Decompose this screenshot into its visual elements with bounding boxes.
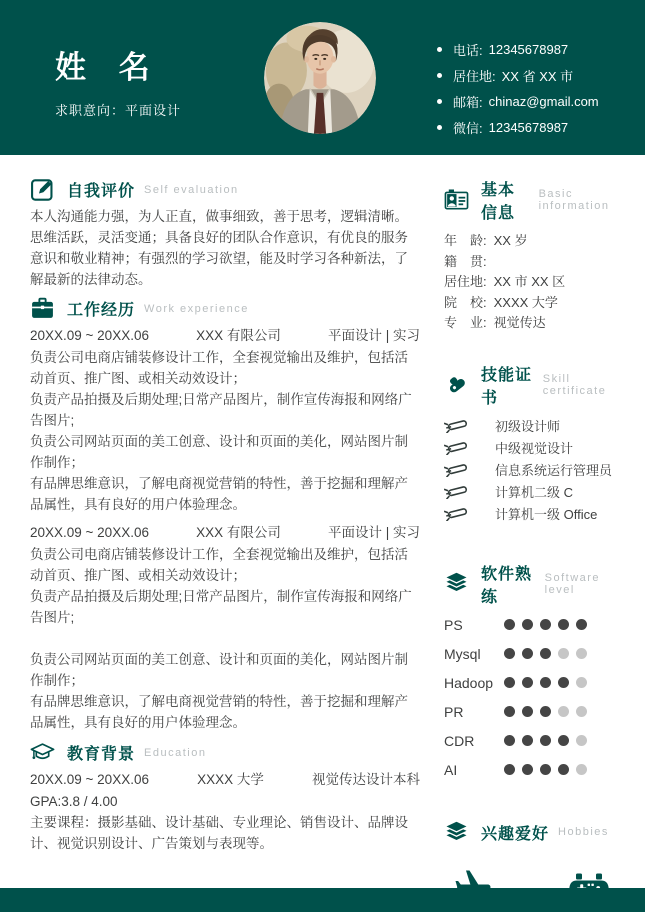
certificate-list xyxy=(444,418,617,521)
software-row: PS xyxy=(444,619,617,631)
section-title: 兴趣爱好 xyxy=(481,825,550,843)
work-entry-header xyxy=(30,325,420,347)
section-header xyxy=(444,362,617,408)
education-school: XXXX 大学 xyxy=(197,772,264,787)
job-intention: 求职意向：平面设计 xyxy=(55,103,182,118)
right-column xyxy=(444,177,617,909)
bullet-icon xyxy=(437,125,442,130)
work-paragraph: 有品牌思维意识，了解电商视觉营销的特性，善于挖掘和理解产品属性，具有良好的用户体验理念。 xyxy=(30,476,408,512)
section-software xyxy=(444,561,617,776)
contact-wechat: 微信: 12345678987 xyxy=(437,114,599,140)
section-title: 基本信息 xyxy=(481,182,516,222)
section-subtitle: Skill certificate xyxy=(542,372,607,397)
education-courses: 主要课程：摄影基础、设计基础、专业理论、销售设计、品牌设计、视觉识别设计、广告策划与表现等。 xyxy=(30,815,408,851)
skill-level-dots xyxy=(504,706,594,717)
work-entry xyxy=(30,522,420,733)
section-subtitle: Software level xyxy=(544,571,601,596)
info-row-residence: 居住地: XX 市 XX 区 xyxy=(444,274,566,289)
section-subtitle: Basic information xyxy=(538,188,610,212)
certificate-item: 中级视觉设计 xyxy=(444,440,617,455)
work-paragraph: 有品牌思维意识，了解电商视觉营销的特性，善于挖掘和理解产品属性，具有良好的用户体验理念。 xyxy=(30,694,408,730)
education-gpa: GPA:3.8 / 4.00 xyxy=(30,794,118,809)
section-subtitle: Hobbies xyxy=(558,826,609,838)
work-role: 平面设计 | 实习 xyxy=(327,525,420,540)
diploma-icon xyxy=(444,440,471,455)
bullet-icon xyxy=(437,47,442,52)
diploma-icon xyxy=(444,506,471,521)
work-period: 20XX.09 ~ 20XX.06 xyxy=(30,328,149,343)
work-entry-header xyxy=(30,522,420,544)
certificate-item: 计算机一级 Office xyxy=(444,506,617,521)
work-paragraph: 负责产品拍摄及后期处理;日常产品图片，制作宣传海报和网络广告图片; xyxy=(30,392,412,428)
bullet-icon xyxy=(437,73,442,78)
contact-list xyxy=(437,36,599,140)
info-row-school: 院 校: XXXX 大学 xyxy=(444,294,558,310)
info-row-origin: 籍 贯: xyxy=(444,253,487,269)
work-company: XXX 有限公司 xyxy=(196,328,281,343)
work-paragraph: 负责公司网站页面的美工创意、设计和页面的美化，网站图片制作制作； xyxy=(30,652,408,688)
body-columns xyxy=(0,155,645,909)
section-title: 自我评价 xyxy=(67,183,136,200)
certificate-item: 计算机二级 C xyxy=(444,484,617,499)
work-paragraph: 负责公司电商店铺装修设计工作，全套视觉输出及维护，包括活动首页、推广图、或相关动效设计； xyxy=(30,547,408,583)
contact-residence: 居住地: XX 省 XX 市 xyxy=(437,62,599,88)
section-header xyxy=(30,296,420,321)
work-paragraph: 负责公司电商店铺装修设计工作，全套视觉输出及维护，包括活动首页、推广图、或相关动效设计； xyxy=(30,350,408,386)
section-certificates xyxy=(444,362,617,521)
section-header xyxy=(444,561,617,607)
section-header xyxy=(30,177,420,202)
diploma-icon xyxy=(444,484,471,499)
section-subtitle: Education xyxy=(144,746,207,759)
work-role: 平面设计 | 实习 xyxy=(327,328,420,343)
education-header xyxy=(30,769,420,791)
avatar xyxy=(264,22,376,134)
work-paragraph: 负责产品拍摄及后期处理;日常产品图片，制作宣传海报和网络广告图片; xyxy=(30,589,412,625)
info-row-major: 专 业: 视觉传达 xyxy=(444,315,546,330)
self-evaluation-text: 本人沟通能力强，为人正直，做事细致，善于思考，逻辑清晰。思维活跃，灵活变通；具备良好的团队合作意识，有优良的服务意识和敬业精神；有强烈的学习欲望，能及时学习各种新法，了解最新的法律动态。 xyxy=(30,209,408,287)
footer-bar xyxy=(0,888,645,912)
software-row: AI xyxy=(444,764,617,776)
section-header xyxy=(30,740,420,765)
software-row: PR xyxy=(444,706,617,718)
section-basic-info xyxy=(444,177,617,334)
certificate-item: 信息系统运行管理员 xyxy=(444,462,617,477)
certificate-item: 初级设计师 xyxy=(444,418,617,433)
skill-level-dots xyxy=(504,764,594,775)
header xyxy=(0,0,645,155)
section-work-experience xyxy=(30,296,420,733)
section-title: 工作经历 xyxy=(67,302,136,319)
software-row: Hadoop xyxy=(444,677,617,689)
work-period: 20XX.09 ~ 20XX.06 xyxy=(30,525,149,540)
stamp-icon xyxy=(444,372,469,397)
section-title: 软件熟练 xyxy=(481,565,533,606)
layers-icon xyxy=(444,571,469,596)
graduation-cap-icon xyxy=(30,740,55,765)
software-list xyxy=(444,616,617,778)
section-subtitle: Self evaluation xyxy=(144,183,239,196)
pencil-square-icon xyxy=(30,177,55,202)
briefcase-icon xyxy=(30,296,55,321)
section-header xyxy=(444,820,617,845)
skill-level-dots xyxy=(504,648,594,659)
contact-phone: 电话: 12345678987 xyxy=(437,36,599,62)
section-education xyxy=(30,740,420,854)
diploma-icon xyxy=(444,418,471,433)
education-period: 20XX.09 ~ 20XX.06 xyxy=(30,772,149,787)
section-subtitle: Work experience xyxy=(144,302,249,315)
work-company: XXX 有限公司 xyxy=(196,525,281,540)
section-title: 技能证书 xyxy=(481,366,533,407)
section-self-evaluation xyxy=(30,177,420,290)
id-card-icon xyxy=(444,188,469,213)
work-paragraph: 负责公司网站页面的美工创意、设计和页面的美化，网站图片制作制作； xyxy=(30,434,408,470)
section-title: 教育背景 xyxy=(67,746,136,763)
skill-level-dots xyxy=(504,619,594,630)
basic-info-list xyxy=(444,231,617,334)
skill-level-dots xyxy=(504,677,594,688)
info-row-age: 年 龄: XX 岁 xyxy=(444,233,528,248)
diploma-icon xyxy=(444,462,471,477)
skill-level-dots xyxy=(504,735,594,746)
software-row: Mysql xyxy=(444,648,617,660)
left-column xyxy=(30,177,420,909)
layers-icon xyxy=(444,820,469,845)
candidate-name: 姓 名 xyxy=(55,50,162,85)
bullet-icon xyxy=(437,99,442,104)
software-row: CDR xyxy=(444,735,617,747)
work-entry xyxy=(30,325,420,515)
section-header xyxy=(444,177,617,223)
education-major: 视觉传达设计本科 xyxy=(312,772,420,787)
contact-email: 邮箱: chinaz@gmail.com xyxy=(437,88,599,114)
profile-photo xyxy=(264,22,376,134)
